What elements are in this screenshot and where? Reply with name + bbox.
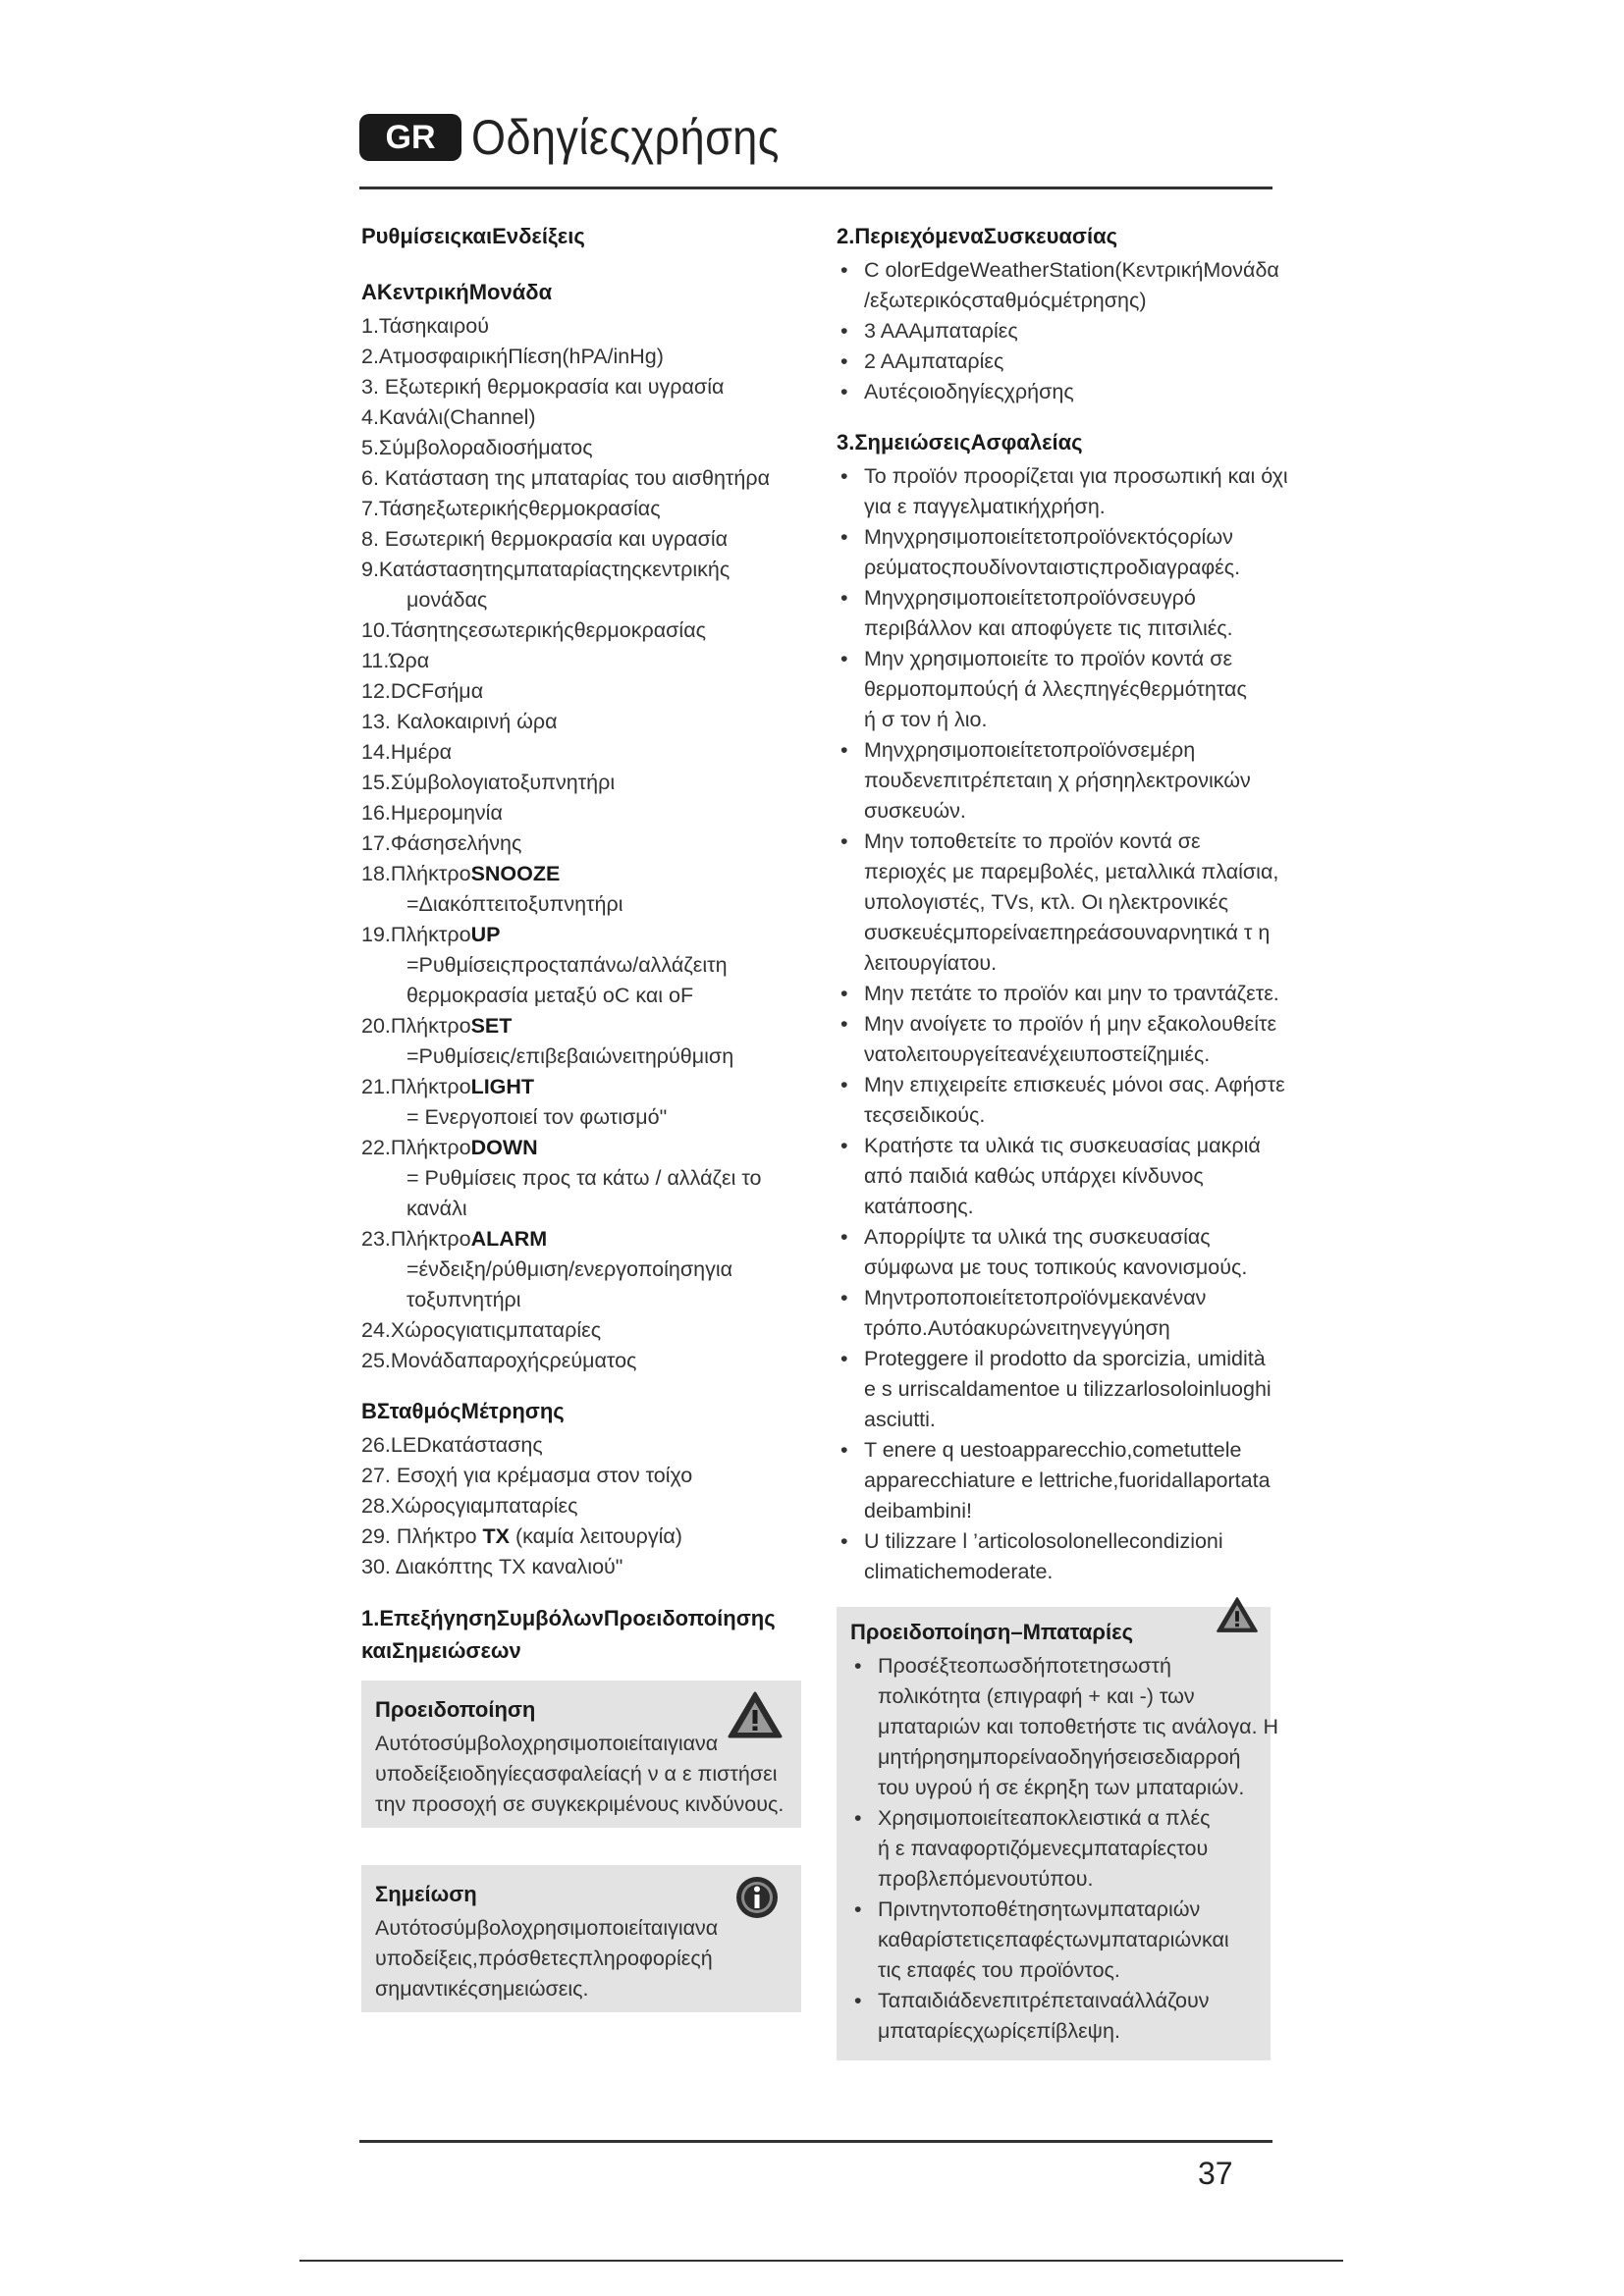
key-item-key: ALARM bbox=[470, 1227, 548, 1251]
list-item-text: 28.Χώροςγιαμπαταρίες bbox=[361, 1494, 578, 1518]
list-item: 3. Εξωτερική θερμοκρασία και υγρασία bbox=[361, 375, 725, 399]
battery-warning-title: Προειδοποίηση–Μπαταρίες bbox=[850, 1620, 1134, 1644]
safety-item-line: κατάποσης. bbox=[864, 1195, 974, 1218]
key-item-key: UP bbox=[470, 923, 501, 946]
list-item: 1.Τάσηκαιρού bbox=[361, 314, 489, 338]
safety-item-line: • Μην τοποθετείτε το προϊόν κοντά σε bbox=[864, 829, 1201, 853]
key-item bbox=[361, 1072, 801, 1102]
safety-item-line: apparecchiature e lettriche,fuoridallaportata bbox=[864, 1468, 1271, 1492]
safety-item bbox=[837, 522, 1271, 583]
list-item: 16.Ημερομηνία bbox=[361, 801, 503, 825]
note-title: Σημείωση bbox=[375, 1882, 477, 1906]
note-box: Σημείωση Αυτότοσύμβολοχρησιμοποιείταιγιανα υποδείξεις,πρόσθετεςπληροφορίεςή σημαντικέςσημειώσεις. bbox=[361, 1865, 801, 2012]
safety-item-line: climatichemoderate. bbox=[864, 1560, 1054, 1583]
contents-item-line: • 2 AAμπαταρίες bbox=[864, 349, 1004, 373]
battery-item-line: του υγρού ή σε έκρηξη των μπαταριών. bbox=[878, 1776, 1245, 1799]
contents-list bbox=[837, 255, 1279, 407]
safety-item-line: ή σ τον ή λιο. bbox=[864, 708, 988, 731]
list-item: 14.Ημέρα bbox=[361, 740, 453, 764]
safety-item-line: πουδενεπιτρέπεταιη χ ρήσηηλεκτρονικών bbox=[864, 769, 1251, 792]
safety-item-line: ρεύματοςπουδίνονταιστιςπροδιαγραφές. bbox=[864, 556, 1241, 579]
safety-item-line: σύμφωνα με τους τοπικούς κανονισμούς. bbox=[864, 1255, 1248, 1279]
list-item: 7.Τάσηεξωτερικήςθερμοκρασίας bbox=[361, 497, 661, 520]
key-item-desc: =ένδειξη/ρύθμιση/ενεργοποίησηγια bbox=[406, 1257, 733, 1281]
contents-item-line: • 3 AAAμπαταρίες bbox=[864, 319, 1018, 343]
key-item bbox=[361, 859, 801, 889]
contents-item bbox=[837, 347, 1271, 377]
battery-item-line: μητήρησημπορείναοδηγήσεισεδιαρροή bbox=[878, 1745, 1241, 1769]
key-item-desc: =Διακόπτειτοξυπνητήρι bbox=[406, 892, 623, 916]
symbols-title: 1.ΕπεξήγησηΣυμβόλωνΠροειδοποίησης καιΣημειώσεων bbox=[361, 1606, 776, 1663]
language-badge: GR bbox=[359, 114, 461, 161]
contents-item bbox=[837, 377, 1271, 407]
key-item-key: DOWN bbox=[470, 1136, 538, 1159]
safety-item-line: • T enere q uestoapparecchio,cometuttele bbox=[864, 1438, 1242, 1462]
battery-item-line: πολικότητα (επιγραφή + και -) των bbox=[878, 1684, 1195, 1708]
safety-item-line: από παιδιά καθώς υπάρχει κίνδυνος bbox=[864, 1164, 1204, 1188]
list-item bbox=[361, 1552, 801, 1582]
key-item-desc: =Ρυθμίσειςπροςταπάνω/αλλάζειτη bbox=[406, 953, 728, 977]
safety-item bbox=[837, 1222, 1271, 1283]
list-item: 11.Ώρα bbox=[361, 649, 430, 672]
safety-item-line: • Μηνχρησιμοποιείτετοπροϊόνεκτόςορίων bbox=[864, 525, 1233, 549]
safety-item-line: υπολογιστές, TVs, κτλ. Οι ηλεκτρονικές bbox=[864, 890, 1228, 914]
list-item: 12.DCFσήμα bbox=[361, 679, 484, 703]
contents-item-line: /εξωτερικόςσταθμόςμέτρησης) bbox=[864, 289, 1147, 312]
key-item-prefix: 22.Πλήκτρο bbox=[361, 1136, 471, 1159]
contents-item-line: • C olorEdgeWeatherStation(ΚεντρικήΜονάδα bbox=[864, 258, 1279, 282]
key-item-desc: τοξυπνητήρι bbox=[406, 1288, 521, 1311]
warning-title: Προειδοποίηση bbox=[375, 1697, 536, 1722]
battery-item-line: τις επαφές του προϊόντος. bbox=[878, 1958, 1120, 1982]
battery-item-line: • Προσέξτεοπωσδήποτετησωστή bbox=[878, 1654, 1171, 1678]
safety-item bbox=[837, 827, 1279, 979]
safety-item-line: τεςσειδικούς. bbox=[864, 1103, 986, 1127]
key-item bbox=[361, 1224, 801, 1255]
safety-item-line: e s urriscaldamentoe u tilizzarlosoloinluoghi bbox=[864, 1377, 1272, 1401]
safety-item bbox=[837, 1344, 1271, 1435]
footer-divider bbox=[359, 2140, 1272, 2143]
battery-list bbox=[850, 1651, 1279, 2047]
safety-item bbox=[837, 1070, 1285, 1131]
safety-item-line: συσκευέςμπορείναεπηρεάσουναρνητικά τ η bbox=[864, 921, 1271, 944]
list-item-text: 26.LEDκατάστασης bbox=[361, 1433, 543, 1457]
list-item-text: 27. Εσοχή για κρέμασμα στον τοίχο bbox=[361, 1464, 693, 1487]
safety-item-line: για ε παγγελματικήχρήση. bbox=[864, 495, 1106, 518]
key-item-key: SNOOZE bbox=[470, 862, 561, 885]
list-item bbox=[361, 1522, 801, 1552]
key-tx: TX bbox=[482, 1524, 510, 1548]
safety-item-line: • Μηντροποποιείτετοπροϊόνμεκανέναν bbox=[864, 1286, 1207, 1309]
subsection-sensor: ΒΣταθμόςΜέτρησης bbox=[361, 1399, 565, 1423]
list-item: 17.Φάσησελήνης bbox=[361, 831, 522, 855]
warning-triangle-icon bbox=[727, 1690, 784, 1739]
safety-item-line: • U tilizzare l ’articolosolonellecondizioni bbox=[864, 1529, 1223, 1553]
key-item-desc: θερμοκρασία μεταξύ oC και oF bbox=[406, 984, 694, 1007]
page-edge-line bbox=[299, 2260, 1343, 2262]
list-item-text: (καμία λειτουργία) bbox=[509, 1524, 682, 1548]
safety-item-line: λειτουργίατου. bbox=[864, 951, 998, 975]
list-item: 10.Τάσητηςεσωτερικήςθερμοκρασίας bbox=[361, 618, 706, 642]
key-item-prefix: 19.Πλήκτρο bbox=[361, 923, 471, 946]
sensor-list bbox=[361, 1430, 801, 1582]
battery-item bbox=[850, 1803, 1257, 1895]
page-header bbox=[359, 110, 814, 165]
contents-item bbox=[837, 255, 1279, 316]
key-item-desc: =Ρυθμίσεις/επιβεβαιώνειτηρύθμιση bbox=[406, 1044, 734, 1068]
list-item: 6. Κατάσταση της μπαταρίας του αισθητήρα bbox=[361, 466, 771, 490]
safety-item-line: • Κρατήστε τα υλικά τις συσκευασίας μακριά bbox=[864, 1134, 1261, 1157]
main-unit-list-end bbox=[361, 1315, 801, 1376]
list-item bbox=[361, 1461, 801, 1491]
safety-item-line: asciutti. bbox=[864, 1408, 936, 1431]
key-item bbox=[361, 1133, 801, 1163]
key-item-prefix: 20.Πλήκτρο bbox=[361, 1014, 471, 1038]
battery-item bbox=[850, 1651, 1279, 1803]
key-item-prefix: 23.Πλήκτρο bbox=[361, 1227, 471, 1251]
page-title: Οδηγίεςχρήσης bbox=[471, 110, 780, 165]
key-items-list bbox=[361, 859, 801, 1315]
safety-item-line: • Μην πετάτε το προϊόν και μην το τραντάζετε. bbox=[864, 982, 1279, 1005]
list-item: 25.Μονάδαπαροχήςρεύματος bbox=[361, 1349, 637, 1372]
safety-item-line: • Μηνχρησιμοποιείτετοπροϊόνσεμέρη bbox=[864, 738, 1196, 762]
battery-item-line: προβλεπόμενουτύπου. bbox=[878, 1867, 1094, 1891]
safety-item-line: νατολειτουργείτεανέχειυποστείζημιές. bbox=[864, 1042, 1211, 1066]
page-number: 37 bbox=[1198, 2156, 1233, 2191]
right-column bbox=[837, 221, 1288, 2060]
list-item: 15.Σύμβολογιατοξυπνητήρι bbox=[361, 771, 616, 794]
safety-item bbox=[837, 583, 1271, 644]
list-item-text: 29. Πλήκτρο bbox=[361, 1524, 483, 1548]
info-icon bbox=[734, 1875, 780, 1920]
battery-warning-box bbox=[837, 1607, 1279, 2060]
safety-item-line: deibambini! bbox=[864, 1499, 972, 1522]
safety-item bbox=[837, 461, 1288, 522]
key-item-prefix: 21.Πλήκτρο bbox=[361, 1075, 471, 1098]
subsection-main-unit: ΑΚεντρικήΜονάδα bbox=[361, 280, 553, 304]
left-column bbox=[361, 221, 801, 2012]
list-item: 4.Κανάλι(Channel) bbox=[361, 405, 536, 429]
safety-item-line: • Μην ανοίγετε το προϊόν ή μην εξακολουθείτε bbox=[864, 1012, 1277, 1036]
safety-item bbox=[837, 1283, 1271, 1344]
battery-item-line: καθαρίστετιςεπαφέςτωνμπαταριώνκαι bbox=[878, 1928, 1229, 1951]
safety-title: 3.ΣημειώσειςΑσφαλείας bbox=[837, 430, 1083, 454]
header-divider bbox=[359, 187, 1272, 189]
key-item-desc: κανάλι bbox=[406, 1197, 467, 1220]
key-item bbox=[361, 1011, 801, 1041]
key-item-desc: = Ρυθμίσεις προς τα κάτω / αλλάζει το bbox=[406, 1166, 762, 1190]
key-item bbox=[361, 920, 801, 950]
list-item: 5.Σύμβολοραδιοσήματος bbox=[361, 436, 593, 459]
list-item: 24.Χώροςγιατιςμπαταρίες bbox=[361, 1318, 602, 1342]
battery-item-line: μπαταριών και τοποθετήστε τις ανάλογα. Η bbox=[878, 1715, 1279, 1738]
safety-item bbox=[837, 1131, 1271, 1222]
safety-item-line: • Μηνχρησιμοποιείτετοπροϊόνσευγρό bbox=[864, 586, 1196, 610]
list-item bbox=[361, 1491, 801, 1522]
safety-item-line: • Απορρίψτε τα υλικά της συσκευασίας bbox=[864, 1225, 1211, 1249]
safety-item bbox=[837, 1435, 1271, 1526]
key-item-prefix: 18.Πλήκτρο bbox=[361, 862, 471, 885]
safety-item-line: • Το προϊόν προορίζεται για προσωπική και όχι bbox=[864, 464, 1288, 488]
safety-item bbox=[837, 735, 1271, 827]
safety-item-line: • Proteggere il prodotto da sporcizia, umidità bbox=[864, 1347, 1266, 1370]
list-item-text: 30. Διακόπτης TX καναλιού" bbox=[361, 1555, 623, 1578]
safety-item-line: τρόπο.Αυτόακυρώνειτηνεγγύηση bbox=[864, 1316, 1170, 1340]
key-item-key: SET bbox=[470, 1014, 513, 1038]
battery-item-line: • Ταπαιδιάδενεπιτρέπεταιναάλλάζουν bbox=[878, 1989, 1210, 2012]
section-title-settings: ΡυθμίσειςκαιΕνδείξεις bbox=[361, 224, 585, 248]
main-unit-list bbox=[361, 311, 801, 859]
safety-item-line: περιβάλλον και αποφύγετε τις πιτσιλιές. bbox=[864, 616, 1233, 640]
battery-item bbox=[850, 1986, 1257, 2047]
contents-item bbox=[837, 316, 1271, 347]
safety-list bbox=[837, 461, 1288, 1587]
contents-title: 2.ΠεριεχόμεναΣυσκευασίας bbox=[837, 224, 1118, 248]
list-item bbox=[361, 1430, 801, 1461]
list-item: 9.Κατάστασητηςμπαταρίαςτηςκεντρικής bbox=[361, 558, 731, 581]
list-item: 8. Εσωτερική θερμοκρασία και υγρασία bbox=[361, 527, 729, 551]
safety-item-line: θερμοπομπούςή ά λλεςπηγέςθερμότητας bbox=[864, 677, 1247, 701]
warning-triangle-icon bbox=[1216, 1595, 1259, 1634]
contents-item-line: • Αυτέςοιοδηγίεςχρήσης bbox=[864, 380, 1074, 403]
safety-item bbox=[837, 979, 1279, 1009]
battery-item bbox=[850, 1895, 1257, 1986]
safety-item-line: • Μην επιχειρείτε επισκευές μόνοι σας. Αφήστε bbox=[864, 1073, 1285, 1096]
battery-item-line: • Πριντηντοποθέτησητωνμπαταριών bbox=[878, 1897, 1201, 1921]
key-item-key: LIGHT bbox=[470, 1075, 535, 1098]
safety-item bbox=[837, 1009, 1277, 1070]
list-item: 2.ΑτμοσφαιρικήΠίεση(hPA/inHg) bbox=[361, 345, 664, 368]
battery-item-line: • Χρησιμοποιείτεαποκλειστικά α πλές bbox=[878, 1806, 1211, 1830]
warning-box: Προειδοποίηση Αυτότοσύμβολοχρησιμοποιείταιγιανα υποδείξειοδηγίεςασφαλείαςή ν α ε πιστήσει την προσοχή σε συγκεκριμένους κινδύνους. bbox=[361, 1681, 801, 1828]
battery-item-line: μπαταρίεςχωρίςεπίβλεψη. bbox=[878, 2019, 1120, 2043]
battery-item-line: ή ε παναφορτιζόμενεςμπαταρίεςτου bbox=[878, 1837, 1209, 1860]
safety-item-line: • Μην χρησιμοποιείτε το προϊόν κοντά σε bbox=[864, 647, 1233, 670]
list-item: μονάδας bbox=[406, 588, 488, 612]
safety-item bbox=[837, 1526, 1271, 1587]
safety-item-line: περιοχές με παρεμβολές, μεταλλικά πλαίσια, bbox=[864, 860, 1279, 883]
list-item: 13. Καλοκαιρινή ώρα bbox=[361, 710, 558, 733]
safety-item-line: συσκευών. bbox=[864, 799, 966, 823]
safety-item bbox=[837, 644, 1271, 735]
key-item-desc: = Ενεργοποιεί τον φωτισμό" bbox=[406, 1105, 668, 1129]
